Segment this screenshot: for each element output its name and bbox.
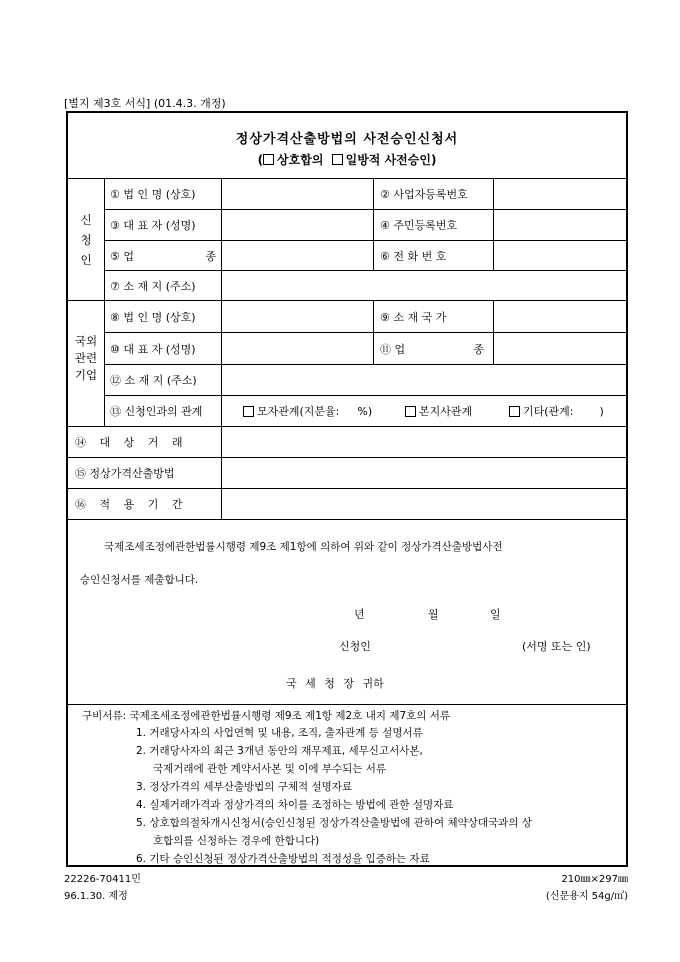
- foreign-business-type-right: 종: [473, 342, 484, 356]
- foreign-business-type-label: [380, 333, 484, 364]
- document-item: 5. 상호합의절차개시신청서(승인신청된 정상가격산출방법에 관하여 체약상대국과의 상: [136, 817, 532, 829]
- relationship-option-other[interactable]: [509, 396, 624, 426]
- relationship-option-branch[interactable]: [405, 396, 505, 426]
- applicant-address-field[interactable]: [222, 271, 626, 300]
- parent-sub-suffix: %): [357, 404, 373, 418]
- pricing-method-label: ⑮ 정상가격산출방법: [75, 467, 175, 480]
- document-item: 1. 거래당사자의 사업연혁 및 내용, 조직, 출자관계 등 설명서류: [136, 727, 423, 739]
- subtitle-paren-close: ): [430, 153, 437, 167]
- pricing-method-field[interactable]: [222, 458, 626, 488]
- mutual-agreement-checkbox[interactable]: [263, 154, 274, 165]
- relationship-option-parent-sub[interactable]: [243, 396, 401, 426]
- branch-checkbox[interactable]: [405, 406, 416, 417]
- foreign-relationship-label: ⑬ 신청인과의 관계: [110, 405, 203, 418]
- foreign-corp-name-label: ⑧ 법 인 명 (상호): [110, 310, 196, 324]
- applicant-biz-reg-no-field[interactable]: [494, 179, 626, 209]
- footer-paper-type: (신문용지 54g/㎡): [545, 891, 628, 902]
- applicant-biz-reg-no-label: ② 사업자등록번호: [380, 188, 468, 201]
- foreign-country-label: ⑨ 소 재 국 가: [380, 310, 447, 324]
- foreign-representative-field[interactable]: [222, 333, 373, 364]
- foreign-group-label: 국외 관련 기업: [74, 334, 98, 382]
- application-period-field[interactable]: [222, 489, 626, 519]
- footer-paper-size: 210㎜×297㎜: [561, 874, 628, 885]
- date-month-label: 월: [428, 608, 439, 621]
- document-item: 3. 정상가격의 세부산출방법의 구체적 설명자료: [136, 781, 353, 793]
- foreign-country-field[interactable]: [494, 301, 626, 332]
- foreign-business-type-field[interactable]: [494, 333, 626, 364]
- application-period-label: ⑯ 적 용 기 간: [75, 498, 183, 511]
- applicant-representative-label: ③ 대 표 자 (성명): [110, 219, 196, 232]
- foreign-corp-name-field[interactable]: [222, 301, 373, 332]
- applicant-corp-name-field[interactable]: [222, 179, 373, 209]
- date-day-label: 일: [490, 608, 501, 621]
- form-subtitle: [68, 151, 626, 168]
- document-item: 국제거래에 관한 계약서사본 및 이에 부수되는 서류: [153, 763, 387, 775]
- applicant-address-label: ⑦ 소 재 지 (주소): [110, 279, 196, 293]
- applicant-corp-name-label: ① 법 인 명 (상호): [110, 188, 196, 201]
- applicant-business-type-label: [110, 241, 216, 270]
- documents-heading: 구비서류: 국제조세조정에관한법률시행령 제9조 제1항 제2호 내지 제7호의 서류: [82, 710, 451, 722]
- unilateral-approval-checkbox[interactable]: [332, 154, 343, 165]
- subtitle-paren-open: (: [257, 153, 264, 167]
- form-title: 정상가격산출방법의 사전승인신청서: [235, 132, 459, 147]
- document-item: 4. 실제거래가격과 정상가격의 차이를 조정하는 방법에 관한 설명자료: [136, 799, 454, 811]
- statement-line-2: 승인신청서를 제출합니다.: [80, 574, 199, 586]
- applicant-phone-field[interactable]: [494, 241, 626, 270]
- document-item: 2. 거래당사자의 최근 3개년 동안의 재무제표, 세무신고서사본,: [136, 745, 423, 757]
- applicant-business-type-right: 종: [205, 249, 216, 263]
- addressee: 국 세 청 장 귀하: [286, 677, 384, 690]
- mutual-agreement-label: 상호합의: [277, 153, 324, 167]
- foreign-representative-label: ⑩ 대 표 자 (성명): [110, 342, 196, 356]
- document-item: 호합의를 신청하는 경우에 한합니다): [153, 835, 320, 847]
- applicant-business-type-left: ⑤ 업: [110, 249, 134, 263]
- foreign-address-field[interactable]: [222, 365, 626, 395]
- form-reference: [별지 제3호 서식] (01.4.3. 개정): [64, 97, 226, 110]
- applicant-representative-field[interactable]: [222, 210, 373, 240]
- foreign-business-type-left: ⑪ 업: [380, 342, 406, 356]
- applicant-resident-no-label: ④ 주민등록번호: [380, 219, 458, 232]
- signature-note: (서명 또는 인): [522, 640, 591, 653]
- applicant-business-type-field[interactable]: [222, 241, 373, 270]
- applicant-resident-no-field[interactable]: [494, 210, 626, 240]
- document-item: 6. 기타 승인신청된 정상가격산출방법의 적정성을 입증하는 자료: [136, 853, 430, 865]
- applicant-signature-label: 신청인: [339, 640, 371, 653]
- other-suffix: ): [599, 404, 604, 418]
- branch-label: 본지사관계: [419, 405, 473, 418]
- parent-sub-checkbox[interactable]: [243, 406, 254, 417]
- foreign-address-label: ⑫ 소 재 지 (주소): [110, 374, 197, 387]
- parent-sub-label: 모자관계(지분율:: [257, 405, 340, 418]
- applicant-group-label: 신 청 인: [80, 213, 92, 267]
- target-transaction-field[interactable]: [222, 427, 626, 457]
- date-year-label: 년: [354, 608, 365, 621]
- unilateral-approval-label: 일방적 사전승인: [345, 153, 431, 167]
- footer-established: 96.1.30. 제정: [64, 891, 128, 902]
- other-label: 기타(관계:: [523, 405, 574, 418]
- target-transaction-label: ⑭ 대 상 거 래: [75, 436, 183, 449]
- other-checkbox[interactable]: [509, 406, 520, 417]
- statement-line-1: 국제조세조정에관한법률시행령 제9조 제1항에 의하여 위와 같이 정상가격산출방법사전: [104, 541, 503, 553]
- applicant-phone-label: ⑥ 전 화 번 호: [380, 249, 447, 263]
- footer-code: 22226-70411민: [64, 874, 141, 885]
